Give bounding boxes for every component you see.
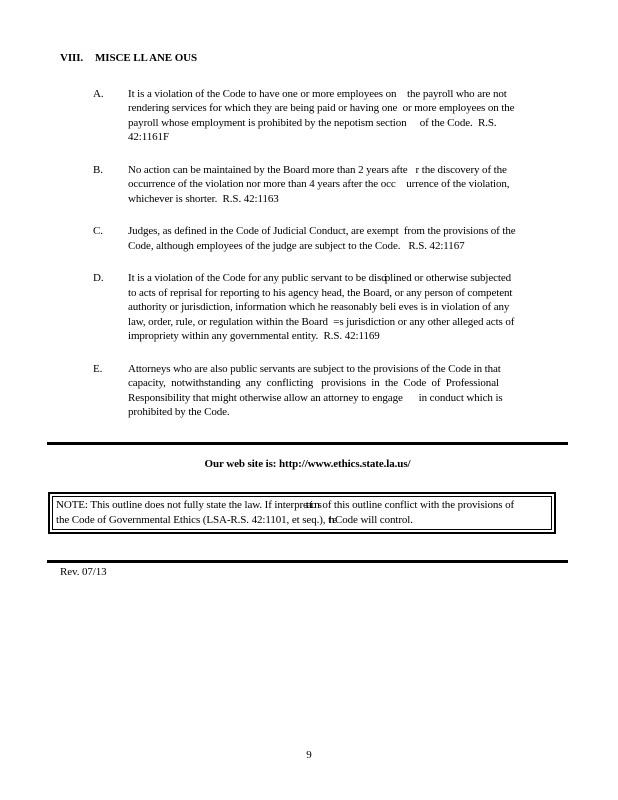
text-line	[128, 391, 503, 406]
text-run: 42:1161F	[128, 131, 169, 143]
text-run: plined or otherwise subjected	[384, 272, 512, 284]
item-label: D.	[93, 272, 104, 284]
divider-top	[47, 442, 568, 445]
text-run: to acts of reprisal for reporting to his agency head, the Board, or any person of competent	[128, 286, 513, 299]
page-number: 9	[306, 749, 312, 761]
list-item-a	[93, 87, 570, 145]
section-heading	[60, 51, 570, 66]
squished-text: ci	[381, 272, 385, 284]
text-line	[128, 239, 516, 254]
revision-label: Rev. 07/13	[60, 566, 107, 578]
text-run: impropriety within any governmental entity. R.S. 42:1169	[128, 330, 380, 342]
text-line	[128, 271, 514, 286]
item-label: A.	[93, 87, 104, 100]
text-run: It is a violation of the Code to have one or more employees on the payroll who are not	[128, 87, 507, 100]
list-item-b	[93, 163, 570, 207]
text-line	[128, 101, 514, 116]
text-run: No action can be maintained by the Board more than 2 years afte r the discovery of the	[128, 163, 507, 176]
item-text	[128, 224, 516, 253]
text-run: occurrence of the violation nor more than 4 years after the occ urrence of the violation,	[128, 178, 510, 190]
text-line	[128, 405, 503, 420]
text-run: payroll whose employment is prohibited by the nepotism section of the Code. R.S.	[128, 116, 497, 129]
text-run: Attorneys who are also public servants are subject to the provisions of the Code in that	[128, 362, 501, 375]
text-run: Judges, as defined in the Code of Judicial Conduct, are exempt from the provisions of the	[128, 225, 516, 237]
text-run: It is a violation of the Code for any public servant to be dis	[128, 272, 382, 284]
text-run: Code, although employees of the judge are subject to the Code. R.S. 42:1167	[128, 239, 465, 252]
text-line	[128, 362, 503, 377]
note-box	[48, 492, 556, 534]
squished-text: the	[328, 513, 335, 526]
text-run: capacity, notwithstanding any conflicting provisions in the Code of Professional	[128, 377, 499, 389]
text-line	[128, 192, 509, 207]
item-label: C.	[93, 225, 103, 237]
item-text	[128, 362, 503, 420]
text-line	[128, 224, 516, 239]
text-line	[128, 163, 509, 178]
text-run: prohibited by the Code.	[128, 406, 230, 418]
text-line	[128, 329, 514, 344]
list-item-e	[93, 362, 570, 420]
list-item-c	[93, 224, 570, 253]
text-run: of this outline conflict with the provisions of	[319, 499, 515, 511]
text-line	[128, 315, 514, 330]
item-label: B.	[93, 163, 103, 176]
divider-bottom	[47, 560, 568, 563]
section-title: MISCE LL ANE OUS	[95, 52, 198, 64]
text-run: NOTE: This outline does not fully state the law. If interpr	[56, 499, 304, 511]
item-text	[128, 163, 509, 207]
text-run: Code will control.	[334, 513, 413, 526]
note-text	[52, 496, 552, 530]
section-numeral: VIII.	[60, 52, 84, 64]
text-line	[128, 286, 514, 301]
item-text	[128, 87, 514, 145]
item-label: E.	[93, 362, 103, 375]
text-line	[128, 130, 514, 145]
text-run: rendering services for which they are being paid or having one or more employees on the	[128, 102, 515, 114]
text-line	[128, 87, 514, 102]
text-run: the Code of Governmental Ethics (LSA-R.S. 42:1101, et seq.),	[56, 513, 329, 526]
item-text	[128, 271, 514, 344]
text-run: authority or jurisdiction, information which he reasonably beli eves is in violation of any	[128, 301, 510, 313]
website-line: Our web site is: http://www.ethics.state.la.us/	[204, 457, 411, 470]
text-line	[56, 498, 551, 513]
list-item-d	[93, 271, 570, 344]
text-run: law, order, rule, or regulation within the Board =s jurisdiction or any other alleged acts of	[128, 315, 515, 328]
text-run: whichever is shorter. R.S. 42:1163	[128, 192, 279, 205]
items-list	[60, 87, 570, 420]
squished-text: etations	[303, 499, 320, 511]
text-line	[128, 116, 514, 131]
text-run: Responsibility that might otherwise allow an attorney to engage in conduct which is	[128, 391, 503, 404]
text-line	[128, 376, 503, 391]
text-line	[56, 513, 551, 528]
text-line	[128, 177, 509, 192]
text-line	[128, 300, 514, 315]
